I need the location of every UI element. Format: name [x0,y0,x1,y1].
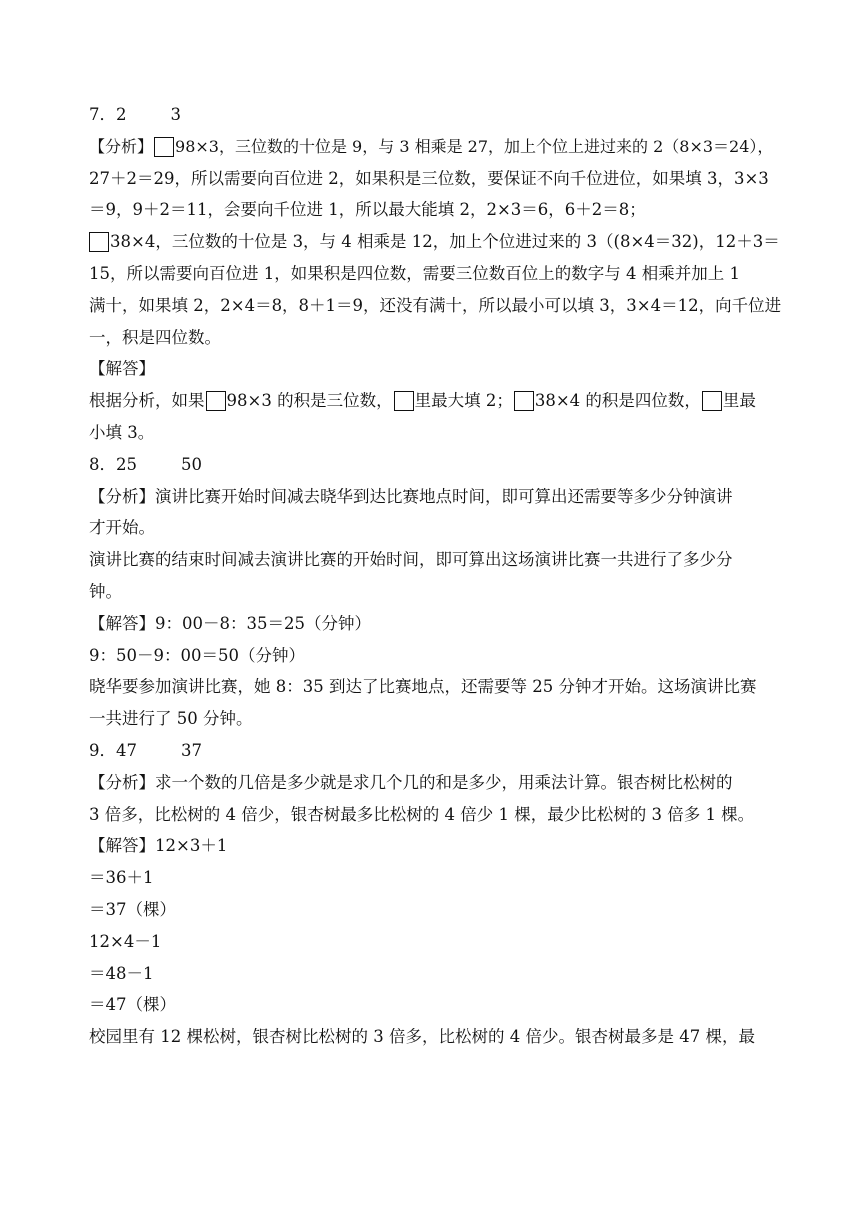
blank-box [514,391,534,411]
q9-number-answer1: 9．47 [89,740,137,760]
q7-analysis-line-6: 满十，如果填 2，2×4＝8，8＋1＝9，还没有满十，所以最小可以填 3，3×4＝12，向千位进 [89,295,782,315]
blank-box [154,137,174,157]
q7-answer2: 3 [170,105,181,124]
blank-box [89,232,109,252]
q7-analysis-line-1 [89,131,781,163]
q7-analysis-line-2: 27＋2＝29，所以需要向百位进 2，如果积是三位数，要保证不向千位进位，如果填 3，3×3 [89,168,769,188]
q9-solution-line-5: ＝48－1 [89,963,154,983]
q7-header [89,99,781,131]
q8-solution-line-4: 一共进行了 50 分钟。 [89,709,253,729]
q9-solution-line-4: 12×4－1 [89,931,162,951]
blank-box [394,391,414,411]
solution-text: 里最 [722,391,756,411]
q7-number-answer1: 7．2 [89,105,127,124]
q9-analysis-line-1: 【分析】求一个数的几倍是多少就是求几个几的和是多少，用乘法计算。银杏树比松树的 [89,772,733,792]
q7-analysis-line-3: ＝9，9＋2＝11，会要向千位进 1，所以最大能填 2，2×3＝6，6＋2＝8； [89,200,646,220]
blank-box [702,391,722,411]
q7-solution-line-1 [89,385,781,417]
q9-answer2: 37 [181,740,202,760]
q8-answer2: 50 [181,454,202,474]
q9-solution-line-7: 校园里有 12 棵松树，银杏树比松树的 3 倍多，比松树的 4 倍少。银杏树最多是 47 棵，最 [89,1027,755,1047]
solution-text: 98×3 的积是三位数， [226,391,393,411]
q8-analysis-line-1: 【分析】演讲比赛开始时间减去晓华到达比赛地点时间，即可算出还需要等多少分钟演讲 [89,486,733,506]
q8-solution-line-1: 【解答】9：00－8：35＝25（分钟） [89,613,371,633]
solution-text: 根据分析，如果 [89,391,205,411]
answer-content [89,99,781,1053]
q9-solution-line-2: ＝36＋1 [89,868,154,888]
q7-solution-heading: 【解答】 [89,359,155,379]
q9-analysis-line-2: 3 倍多，比松树的 4 倍少，银杏树最多比松树的 4 倍少 1 棵，最少比松树的 3 倍多 1 棵。 [89,804,755,824]
q7-analysis-line-7: 一，积是四位数。 [89,327,221,347]
q8-analysis-line-4: 钟。 [89,581,122,601]
q8-solution-line-2: 9：50－9：00＝50（分钟） [89,645,305,665]
blank-box [206,391,226,411]
q7-analysis-text: 98×3，三位数的十位是 9，与 3 相乘是 27，加上个位上进过来的 2（8×3＝24）， [175,136,774,156]
solution-text: 里最大填 2； [414,391,513,411]
q9-solution-line-3: ＝37（棵） [89,899,176,919]
q8-solution-line-3: 晓华要参加演讲比赛，她 8：35 到达了比赛地点，还需要等 25 分钟才开始。这场演讲比赛 [89,677,757,697]
q9-header [89,735,781,767]
q7-solution-line-2: 小填 3。 [89,422,155,442]
q9-solution-line-1: 【解答】12×3＋1 [89,836,228,856]
q7-analysis-line-4 [89,226,781,258]
q8-analysis-line-3: 演讲比赛的结束时间减去演讲比赛的开始时间，即可算出这场演讲比赛一共进行了多少分 [89,550,733,570]
q8-analysis-line-2: 才开始。 [89,518,155,538]
solution-text: 38×4 的积是四位数， [534,391,701,411]
q8-header [89,449,781,481]
q7-analysis-text: 38×4，三位数的十位是 3，与 4 相乘是 12，加上个位进过来的 3（(8×4＝32)，12＋3＝ [110,232,780,252]
q8-number-answer1: 8．25 [89,454,137,474]
q9-solution-line-6: ＝47（棵） [89,995,176,1015]
q7-analysis-line-5: 15，所以需要向百位进 1，如果积是四位数，需要三位数百位上的数字与 4 相乘并加上 1 [89,263,740,283]
analysis-label: 【分析】 [89,136,154,156]
